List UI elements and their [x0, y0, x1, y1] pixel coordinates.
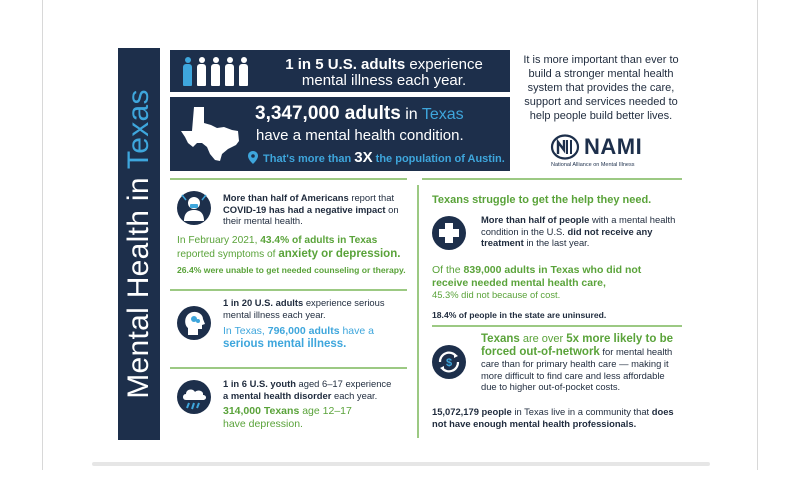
stat-1-text: 1 in 5 U.S. adults experience mental illness each year.	[285, 56, 483, 89]
stat-2-austin-note: That's more than 3X the population of Austin.	[248, 149, 505, 166]
covid-text-3: 26.4% were unable to get needed counseling or therapy.	[177, 265, 406, 275]
help-text-2: Of the 839,000 adults in Texas who did not receive needed mental health care, 45.3% did not because of cost.	[432, 264, 642, 300]
texas-map-icon	[180, 105, 242, 163]
people-icon	[182, 57, 249, 86]
help-heading: Texans struggle to get the help they need.	[432, 194, 652, 206]
medical-cross-icon	[432, 216, 466, 250]
person-icon-highlight	[182, 57, 193, 86]
stat-box-texas-adults	[170, 97, 510, 171]
covid-text-1: More than half of Americans report that COVID-19 has had a negative impact on their mental health.	[223, 192, 399, 227]
divider	[432, 325, 682, 327]
covid-person-mask-icon	[177, 191, 211, 225]
person-icon	[224, 57, 235, 86]
page-bottom-shadow	[92, 462, 710, 466]
help-text-1: More than half of people with a mental health condition in the U.S. did not receive any treatment in the last year.	[481, 214, 676, 249]
stat-2-subline: have a mental health condition.	[256, 127, 464, 144]
youth-text-1: 1 in 6 U.S. youth aged 6–17 experience a mental health disorder each year.	[223, 378, 392, 401]
serious-illness-text-2: In Texas, 796,000 adults have a serious mental illness.	[223, 325, 374, 350]
dollar-cycle-icon	[432, 345, 466, 379]
network-text-1: Texans are over 5x more likely to be forced out-of-network for mental health care than for primary health care — making it more difficult to find care and less affordable due to higher out-of-pocket costs.	[481, 333, 673, 393]
divider	[170, 178, 407, 180]
divider	[170, 367, 407, 369]
stat-2-headline: 3,347,000 adults in Texas	[255, 103, 464, 124]
help-text-3: 18.4% of people in the state are uninsured.	[432, 310, 607, 320]
network-text-2: 15,072,179 people in Texas live in a community that does not have enough mental health professionals.	[432, 406, 674, 429]
storm-cloud-icon	[177, 380, 211, 414]
covid-text-2: In February 2021, 43.4% of adults in Texas reported symptoms of anxiety or depression.	[177, 235, 401, 260]
person-icon	[238, 57, 249, 86]
location-pin-icon	[248, 151, 258, 164]
sidebar-title: Mental Health in Texas	[122, 89, 155, 399]
brain-head-icon	[177, 306, 211, 340]
divider	[170, 289, 407, 291]
person-icon	[210, 57, 221, 86]
page-edge-left	[42, 0, 43, 470]
youth-text-2: 314,000 Texans age 12–17 have depression.	[223, 405, 352, 430]
nami-logo-mark-icon	[550, 134, 580, 160]
divider	[422, 178, 682, 180]
vertical-divider	[417, 185, 419, 438]
nami-wordmark: NAMI	[584, 134, 643, 159]
nami-tagline: National Alliance on Mental Illness	[551, 162, 635, 168]
person-icon	[196, 57, 207, 86]
svg-text:$: $	[445, 357, 453, 369]
serious-illness-text-1: 1 in 20 U.S. adults experience serious mental illness each year.	[223, 297, 385, 320]
nami-logo	[550, 134, 670, 168]
page-edge-right	[757, 0, 758, 470]
intro-text: It is more important than ever to build a stronger mental health system that provides the care, support and services needed to help people build better lives.	[523, 54, 679, 122]
stat-box-1-in-5	[170, 50, 510, 92]
